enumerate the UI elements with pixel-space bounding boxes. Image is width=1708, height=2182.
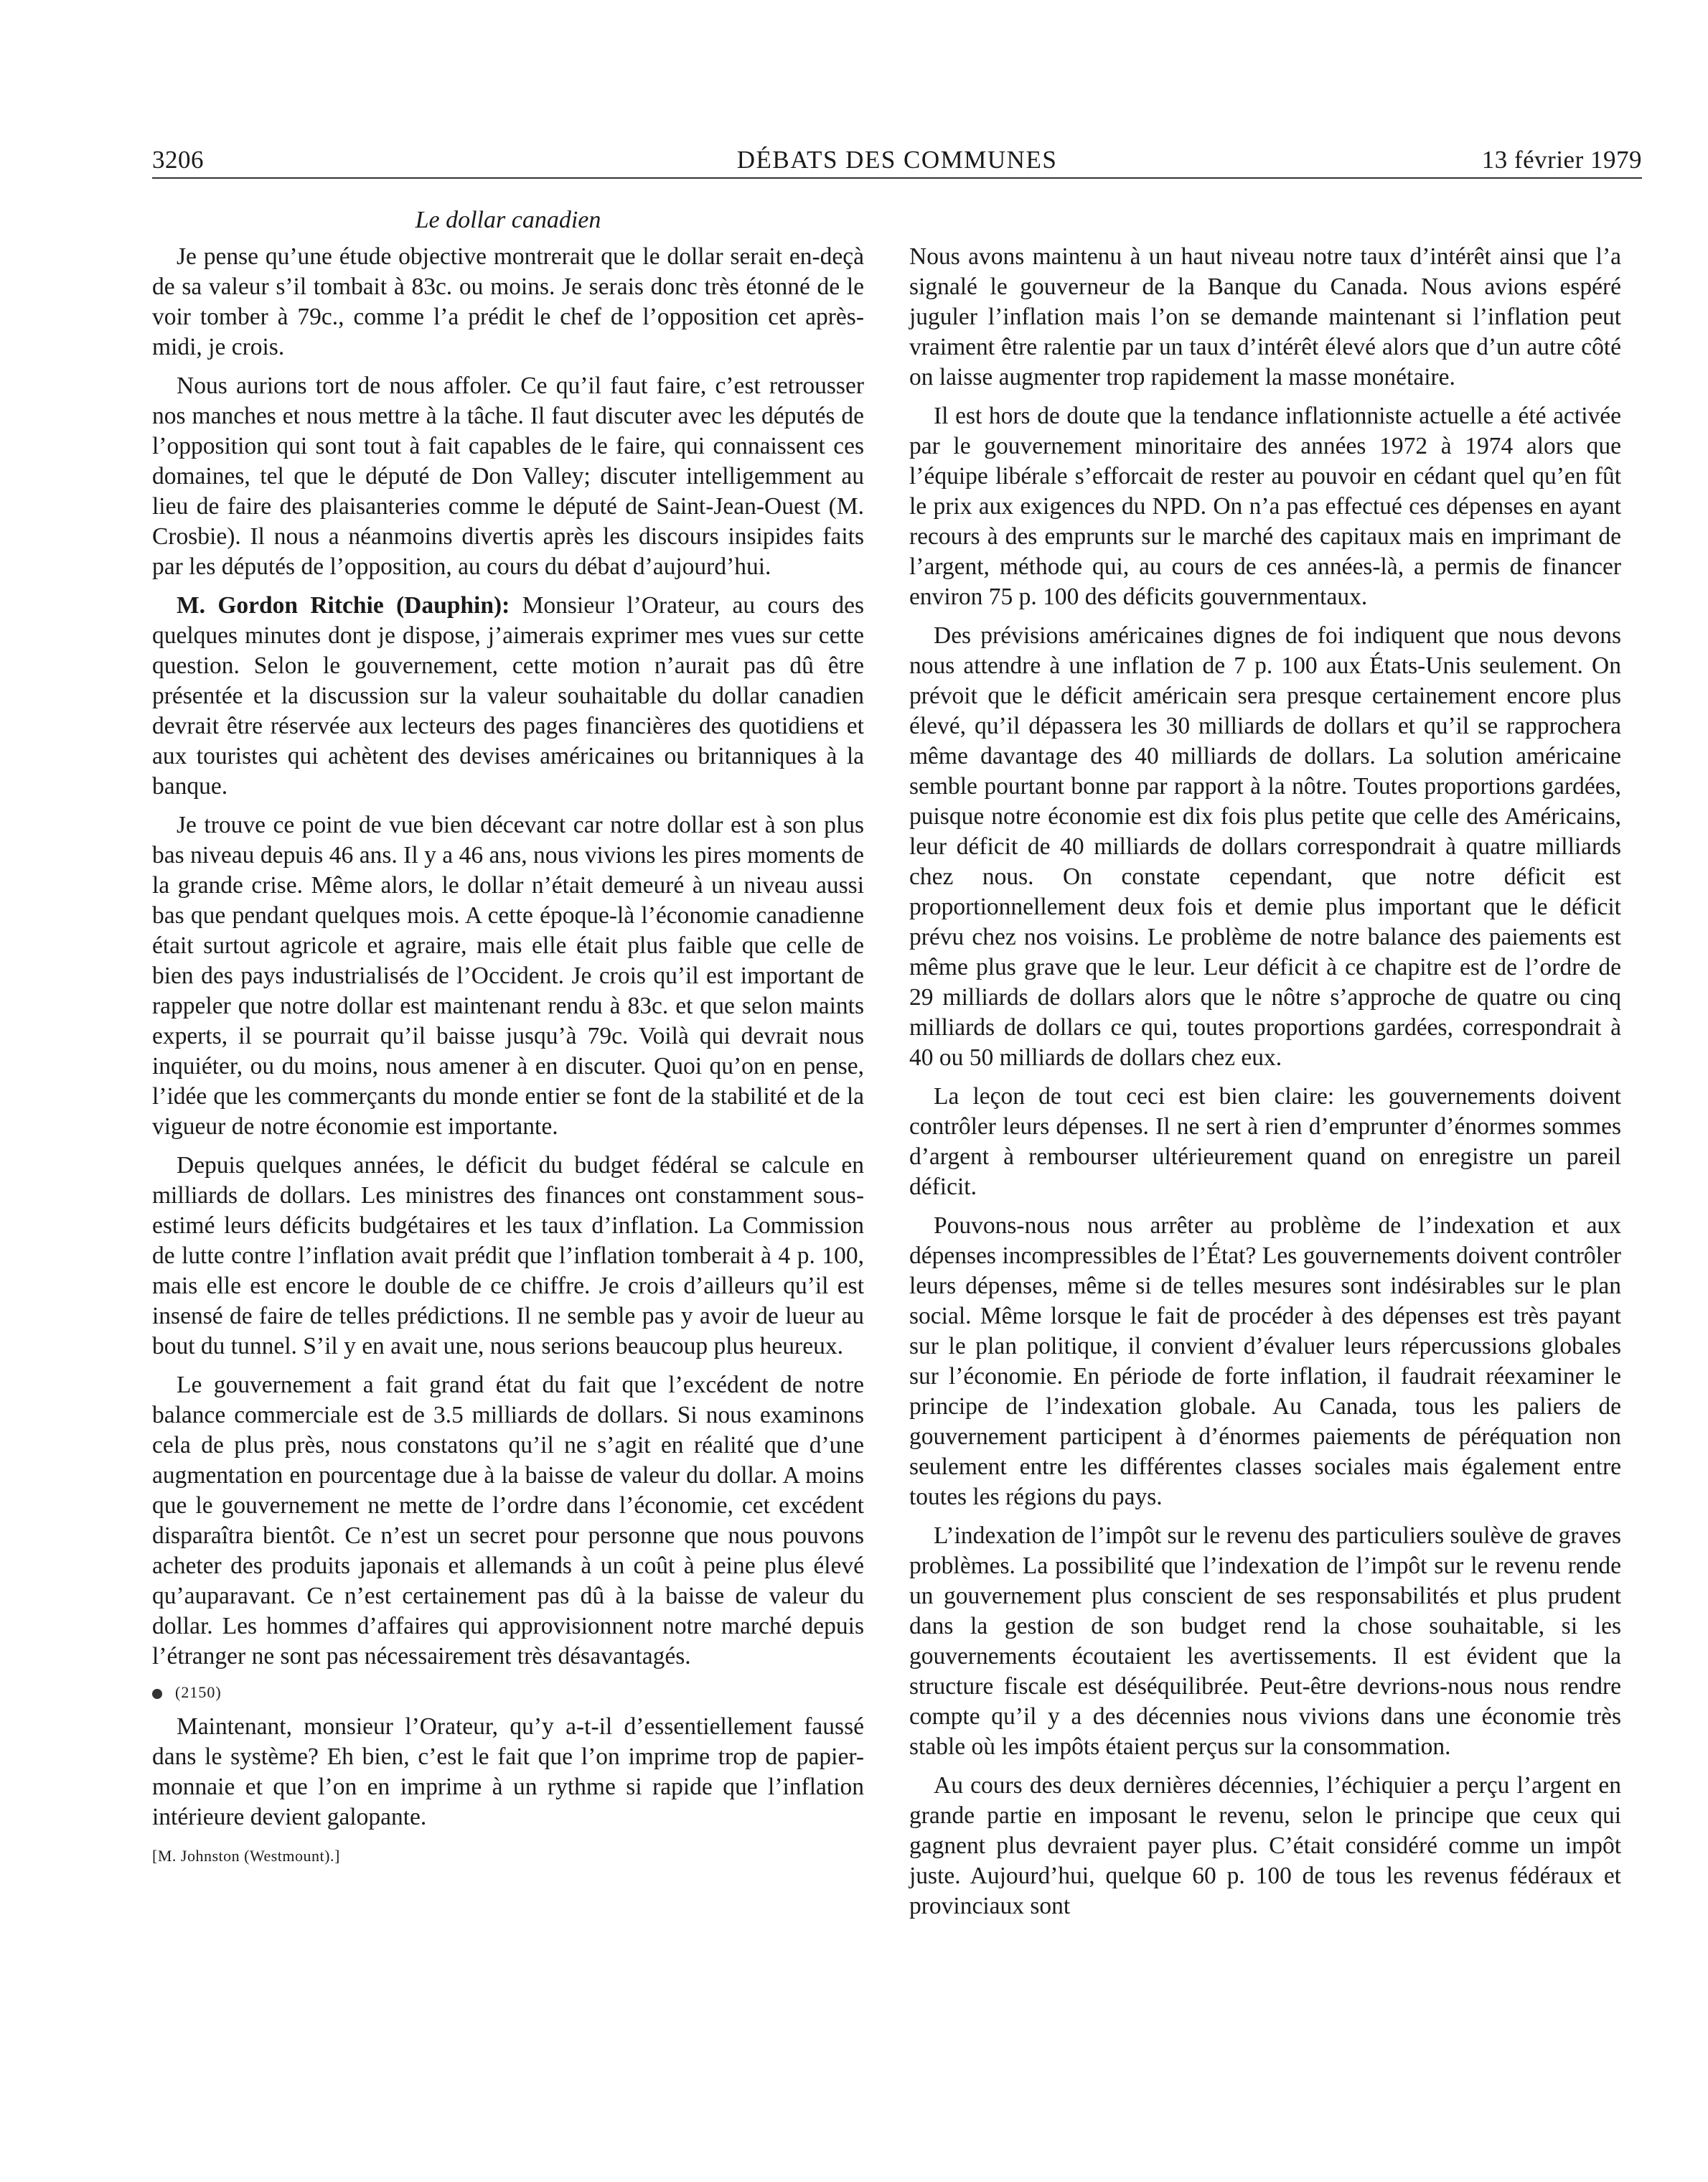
header-rule: [152, 177, 1642, 179]
right-column: [909, 242, 1621, 1930]
paragraph: Des prévisions américaines dignes de foi indiquent que nous devons nous attendre à une inflation de 7 p. 100 aux États-Unis seulement. On prévoit que le déficit américain sera presque certainement encore plus élevé, qu’il dépassera les 30 milliards de dollars et qu’il se rapprochera même davantage des 40 milliards de dollars. La solution américaine semble pourtant bonne par rapport à la nôtre. Toutes proportions gardées, puisque notre économie est dix fois plus petite que celle des Américains, leur déficit de 40 milliards de dollars correspondrait à quatre milliards chez nous. On constate cependant, que notre déficit est proportionnellement deux fois et demie plus important que le déficit prévu chez nos voisins. Le problème de notre balance des paiements est même plus grave que le leur. Leur déficit à ce chapitre est de l’ordre de 29 milliards de dollars alors que le nôtre s’approche de quatre ou cinq milliards de dollars ce qui, toutes proportions gardées, correspondrait à 40 ou 50 milliards de dollars chez eux.: [909, 622, 1621, 1071]
time-marker: [152, 1682, 864, 1703]
paragraph: Nous avons maintenu à un haut niveau notre taux d’intérêt ainsi que l’a signalé le gouverneur de la Banque du Canada. Nous avions espéré juguler l’inflation mais l’on se demande maintenant si l’inflation peut vraiment être ralentie par un taux d’intérêt élevé alors que d’un autre côté on laisse augmenter trop rapidement la masse monétaire.: [909, 243, 1621, 390]
paragraph: Depuis quelques années, le déficit du budget fédéral se calcule en milliards de dollars. Les ministres des finances ont constamment sous-estimé leurs déficits budgétaires et les taux d’inflation. La Commission de lutte contre l’inflation avait prédit que l’inflation tomberait à 4 p. 100, mais elle est encore le double de ce chiffre. Je crois d’ailleurs qu’il est insensé de faire de telles prédictions. Il ne semble pas y avoir de lueur au bout du tunnel. S’il y en avait une, nous serions beaucoup plus heureux.: [152, 1152, 864, 1359]
publication-date: 13 février 1979: [1481, 146, 1642, 174]
paragraph: Nous aurions tort de nous affoler. Ce qu’il faut faire, c’est retrousser nos manches et nous mettre à la tâche. Il faut discuter avec les députés de l’opposition qui sont tout à fait capables de le faire, qui connaissent ces domaines, tel que le député de Don Valley; discuter intelligemment au lieu de faire des plaisanteries comme le député de Saint-Jean-Ouest (M. Crosbie). Il nous a néanmoins divertis après les discours insipides faits par les députés de l’opposition, au cours du débat d’aujourd’hui.: [152, 373, 864, 580]
speaker-paragraph: [152, 591, 864, 802]
page-header: [152, 140, 1642, 180]
publication-title: DÉBATS DES COMMUNES: [736, 146, 1058, 174]
paragraph: Je trouve ce point de vue bien décevant car notre dollar est à son plus bas niveau depuis 46 ans. Il y a 46 ans, nous vivions les pires moments de la grande crise. Même alors, le dollar n’était demeuré à un niveau aussi bas que pendant quelques mois. A cette époque-là l’économie canadienne était surtout agricole et agraire, mais elle était plus faible que celle de bien des pays industrialisés de l’Occident. Je crois qu’il est important de rappeler que notre dollar est maintenant rendu à 83c. et que selon maints experts, il se pourrait qu’il baisse jusqu’à 79c. Voilà qui devrait nous inquiéter, ou du moins, nous amener à en discuter. Quoi qu’on en pense, l’idée que les commerçants du monde entier se font de la stabilité et de la vigueur de notre économie est importante.: [152, 812, 864, 1140]
document-page: [152, 140, 1642, 2135]
time-marker-text: (2150): [175, 1683, 222, 1701]
bullet-icon: [152, 1689, 162, 1699]
paragraph: La leçon de tout ceci est bien claire: les gouvernements doivent contrôler leurs dépenses. Il ne sert à rien d’emprunter d’énormes sommes d’argent à rembourser ultérieurement quand on enregistre un pareil déficit.: [909, 1083, 1621, 1200]
speaker-footnote: [M. Johnston (Westmount).]: [152, 1847, 340, 1865]
page-number: 3206: [152, 146, 204, 174]
paragraph: L’indexation de l’impôt sur le revenu des particuliers soulève de graves problèmes. La possibilité que l’indexation de l’impôt sur le revenu rende un gouvernement plus conscient de ses responsabilités et plus prudent dans la gestion de son budget rend la chose souhaitable, si les gouvernements écoutaient les avertissements. Il est évident que la structure fiscale est déséquilibrée. Peut-être devrions-nous nous rendre compte qu’il y a des décennies nous vivions dans une économie très stable où les impôts étaient perçus sur la consommation.: [909, 1522, 1621, 1760]
paragraph: Je pense qu’une étude objective montrerait que le dollar serait en-deçà de sa valeur s’il tombait à 83c. ou moins. Je serais donc très étonné de le voir tomber à 79c., comme l’a prédit le chef de l’opposition cet après-midi, je crois.: [152, 243, 864, 360]
paragraph: Il est hors de doute que la tendance inflationniste actuelle a été activée par le gouvernement minoritaire des années 1972 à 1974 alors que l’équipe libérale s’efforcait de rester au pouvoir en cédant quel qu’en fût le prix aux exigences du NPD. On n’a pas effectué ces dépenses en ayant recours à des emprunts sur le marché des capitaux mais en imprimant de l’argent, méthode qui, au cours de ces années-là, a permis de financer environ 75 p. 100 des déficits gouvernmentaux.: [909, 403, 1621, 610]
paragraph: Au cours des deux dernières décennies, l’échiquier a perçu l’argent en grande partie en imposant le revenu, selon le principe que ceux qui gagnent plus devraient payer plus. C’était considéré comme un impôt juste. Aujourd’hui, quelque 60 p. 100 de tous les revenus fédéraux et provinciaux sont: [909, 1772, 1621, 1919]
paragraph: Maintenant, monsieur l’Orateur, qu’y a-t-il d’essentiellement faussé dans le système? Eh bien, c’est le fait que l’on imprime trop de papier-monnaie et que l’on en imprime à un rythme si rapide que l’inflation intérieure devient galopante.: [152, 1713, 864, 1830]
speaker-name: M. Gordon Ritchie (Dauphin):: [177, 592, 510, 619]
paragraph: Le gouvernement a fait grand état du fait que l’excédent de notre balance commerciale est de 3.5 milliards de dollars. Si nous examinons cela de plus près, nous constatons qu’il ne s’agit en réalité que d’une augmentation en pourcentage due à la baisse de valeur du dollar. A moins que le gouvernement ne mette de l’ordre dans l’économie, cet excédent disparaîtra bientôt. Ce n’est un secret pour personne que nous pouvons acheter des produits japonais et allemands à un coût à peine plus élevé qu’auparavant. Ce n’est certainement pas dû à la baisse de valeur du dollar. Les hommes d’affaires qui approvisionnent notre marché depuis l’étranger ne sont pas nécessairement très désavantagés.: [152, 1372, 864, 1670]
speech-text: Monsieur l’Orateur, au cours des quelques minutes dont je dispose, j’aimerais exprimer mes vues sur cette question. Selon le gouvernement, cette motion n’aurait pas dû être présentée et la discussion sur la valeur souhaitable du dollar canadien devrait être réservée aux lecteurs des pages financières des quotidiens et aux touristes qui achètent des devises américaines ou britanniques à la banque.: [152, 592, 864, 800]
paragraph: Pouvons-nous nous arrêter au problème de l’indexation et aux dépenses incompressibles de l’État? Les gouvernements doivent contrôler leurs dépenses, même si de telles mesures sont indésirables sur le plan social. Même lorsque le fait de procéder à des dépenses est très payant sur le plan politique, il convient d’évaluer leurs répercussions globales sur l’économie. En période de forte inflation, il faudrait réexaminer le principe de l’indexation globale. Au Canada, tous les paliers de gouvernement participent à d’énormes paiements de péréquation non seulement entre les différentes classes sociales mais également entre toutes les régions du pays.: [909, 1212, 1621, 1510]
section-title: Le dollar canadien: [415, 207, 601, 233]
left-column: [152, 200, 864, 1867]
